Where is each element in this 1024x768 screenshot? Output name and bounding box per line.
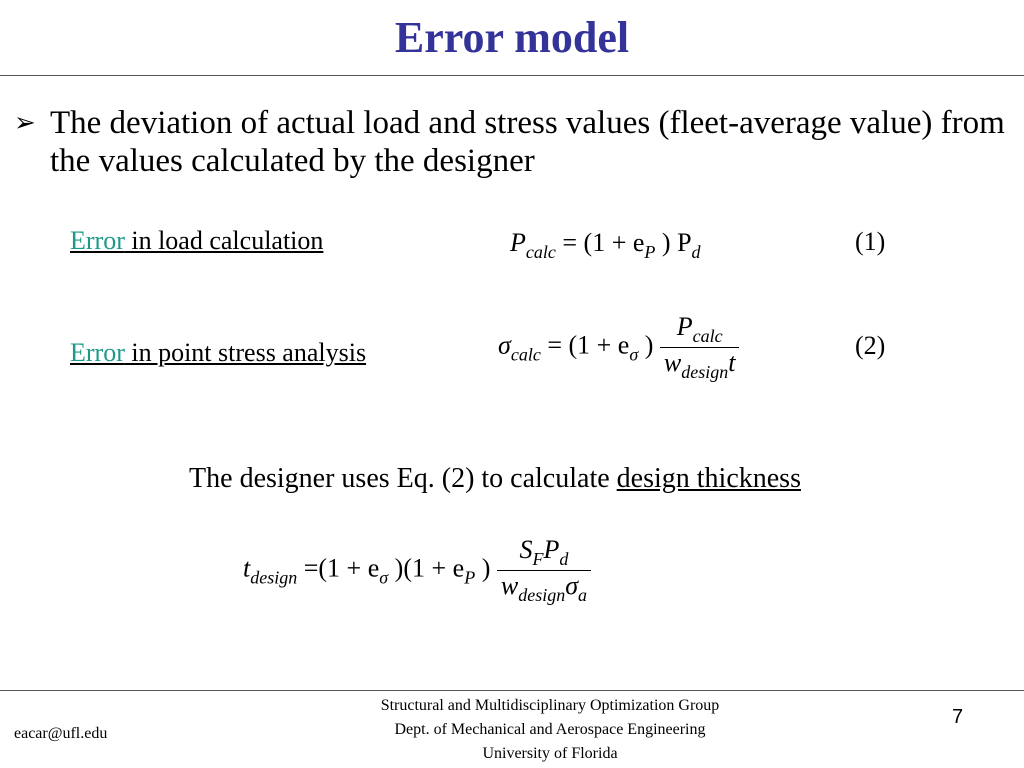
eq2-mid-sub: σ: [629, 344, 639, 365]
equation-number-2: (2): [855, 331, 886, 360]
load-error-label: [70, 226, 323, 256]
eq3-num2: P: [543, 535, 560, 564]
stress-error-label-accent: Error: [70, 338, 125, 367]
slide-title: Error model: [394, 13, 630, 62]
footer-line-1: Structural and Multidisciplinary Optimization Group: [380, 697, 720, 714]
eq1-mid: = (1 + e: [562, 228, 645, 257]
footer-divider: [0, 690, 1024, 691]
footer-email: eacar@ufl.edu: [14, 725, 108, 742]
eq2-den-sub: design: [681, 362, 729, 382]
eq2-num: P: [676, 312, 693, 341]
eq3-lhs-sub: design: [250, 567, 298, 588]
equation-3: [243, 535, 591, 606]
eq3-part1: =(1 + e: [303, 553, 380, 583]
statement-emphasis: design thickness: [616, 463, 801, 494]
eq3-part2-sub: P: [464, 567, 476, 588]
eq1-rhs-sub: d: [691, 242, 701, 262]
eq3-part2: )(1 + e: [394, 553, 465, 583]
eq3-den2-sub: a: [578, 585, 588, 605]
eq2-den: w: [663, 348, 682, 377]
equation-number-1: (1): [855, 227, 886, 256]
stress-error-label-rest: in point stress analysis: [124, 338, 367, 367]
eq3-part1-sub: σ: [379, 567, 389, 588]
title-divider: [0, 75, 1024, 76]
eq1-mid-sub: P: [644, 242, 656, 262]
stress-error-label: [70, 338, 370, 368]
eq3-num: S: [519, 535, 533, 564]
eq3-den: w: [500, 571, 519, 600]
eq3-part3: ): [481, 553, 491, 583]
arrow-bullet-icon: ➢: [14, 108, 36, 138]
eq1-close: ) P: [661, 228, 692, 257]
eq2-lhs-sub: calc: [510, 344, 541, 365]
statement-text: The designer uses Eq. (2) to calculate: [189, 463, 617, 494]
eq1-lhs: P: [510, 228, 526, 257]
footer-affiliation: [300, 694, 800, 766]
footer-line-3: University of Florida: [482, 745, 618, 762]
load-error-label-accent: Error: [70, 226, 125, 255]
eq2-num-sub: calc: [692, 326, 723, 346]
eq3-num-sub: F: [532, 549, 544, 569]
eq3-fraction: [497, 535, 591, 606]
bullet-text: The deviation of actual load and stress values (fleet-average value) from the values calculated by the designer: [50, 105, 1005, 179]
eq2-lhs: σ: [498, 330, 511, 360]
eq3-lhs: t: [243, 553, 251, 583]
footer-line-2: Dept. of Mechanical and Aerospace Engineering: [394, 721, 706, 738]
eq1-lhs-sub: calc: [525, 242, 556, 262]
eq3-den-sub: design: [518, 585, 566, 605]
page-number: 7: [952, 706, 964, 728]
equation-1: [510, 228, 701, 263]
eq2-fraction: [660, 312, 740, 383]
eq2-mid: = (1 + e: [547, 330, 630, 360]
eq3-num2-sub: d: [559, 549, 569, 569]
eq2-close: ): [644, 330, 654, 360]
eq2-den-tail: t: [728, 348, 736, 377]
eq3-den2: σ: [565, 571, 579, 600]
load-error-label-rest: in load calculation: [124, 226, 324, 255]
design-thickness-statement: [0, 463, 990, 495]
equation-2: [498, 312, 739, 383]
